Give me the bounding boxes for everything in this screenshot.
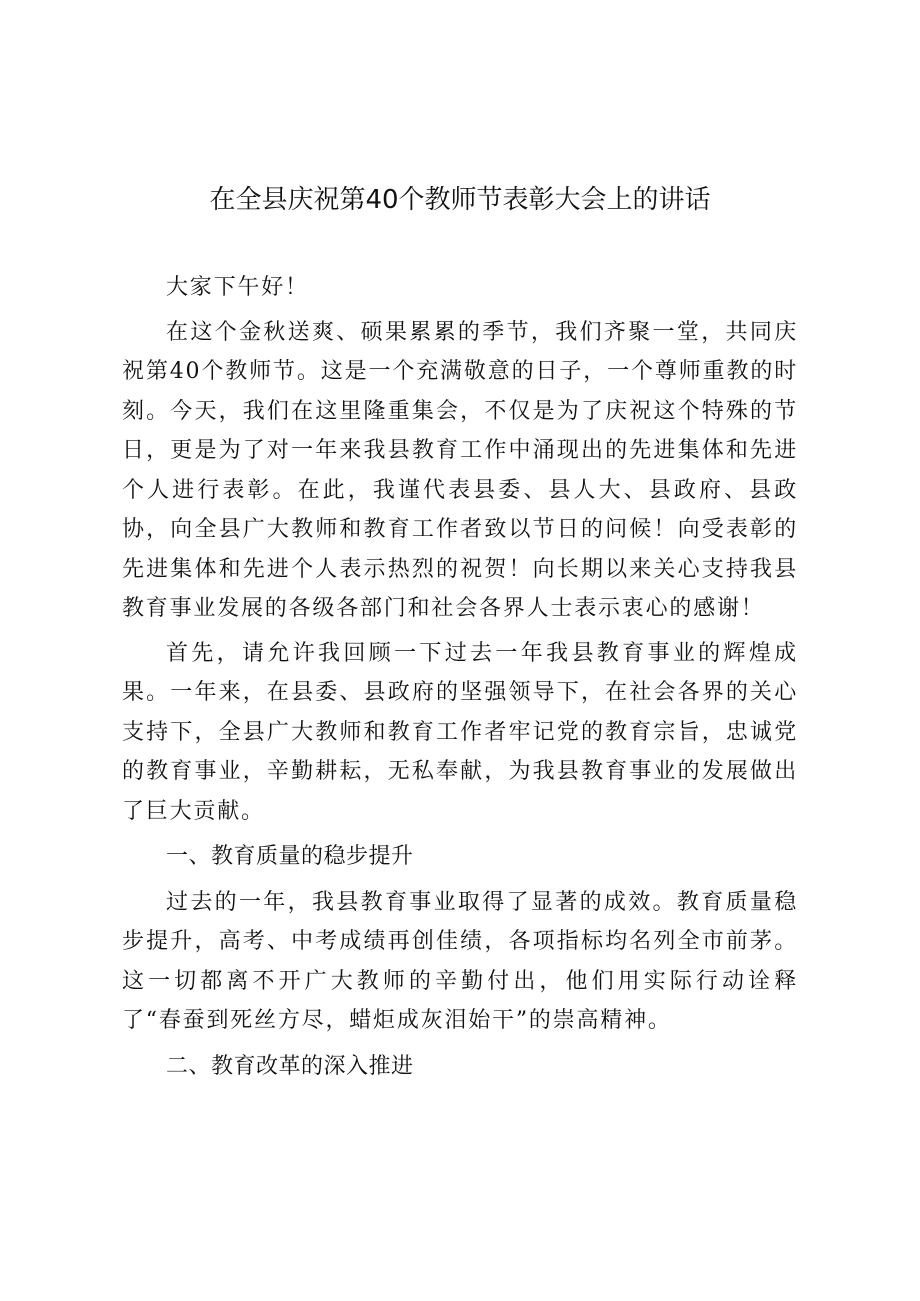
section-heading-reform: 二、教育改革的深入推进	[166, 1053, 414, 1079]
greeting: 大家下午好！	[166, 275, 309, 300]
document-title: 在全县庆祝第40个教师节表彰大会上的讲话	[209, 185, 711, 215]
paragraph-opening: 在这个金秋送爽、硕果累累的季节，我们齐聚一堂，共同庆祝第40个教师节。这是一个充满敬意的日子，一个尊师重教的时刻。今天，我们在这里隆重集会，不仅是为了庆祝这个特殊的节日，更是为了对一年来我县教育工作中涌现出的先进集体和先进个人进行表彰。在此，我谨代表县委、县人大、县政府、县政协，向全县广大教师和教育工作者致以节日的问候！向受表彰的先进集体和先进个人表示热烈的祝贺！向长期以来关心支持我县教育事业发展的各级各部门和社会各界人士表示衷心的感谢！	[122, 319, 798, 621]
paragraph-review: 首先，请允许我回顾一下过去一年我县教育事业的辉煌成果。一年来，在县委、县政府的坚强领导下，在社会各界的关心支持下，全县广大教师和教育工作者牢记党的教育宗旨，忠诚党的教育事业，辛勤耕耘，无私奉献，为我县教育事业的发展做出了巨大贡献。	[122, 640, 798, 824]
section-heading-quality: 一、教育质量的稳步提升	[166, 844, 414, 869]
paragraph-quality: 过去的一年，我县教育事业取得了显著的成效。教育质量稳步提升，高考、中考成绩再创佳绩，各项指标均名列全市前茅。这一切都离不开广大教师的辛勤付出，他们用实际行动诠释了“春蚕到死丝方尽，蜡炬成灰泪始干”的崇高精神。	[122, 889, 798, 1033]
document-body	[122, 268, 798, 1086]
